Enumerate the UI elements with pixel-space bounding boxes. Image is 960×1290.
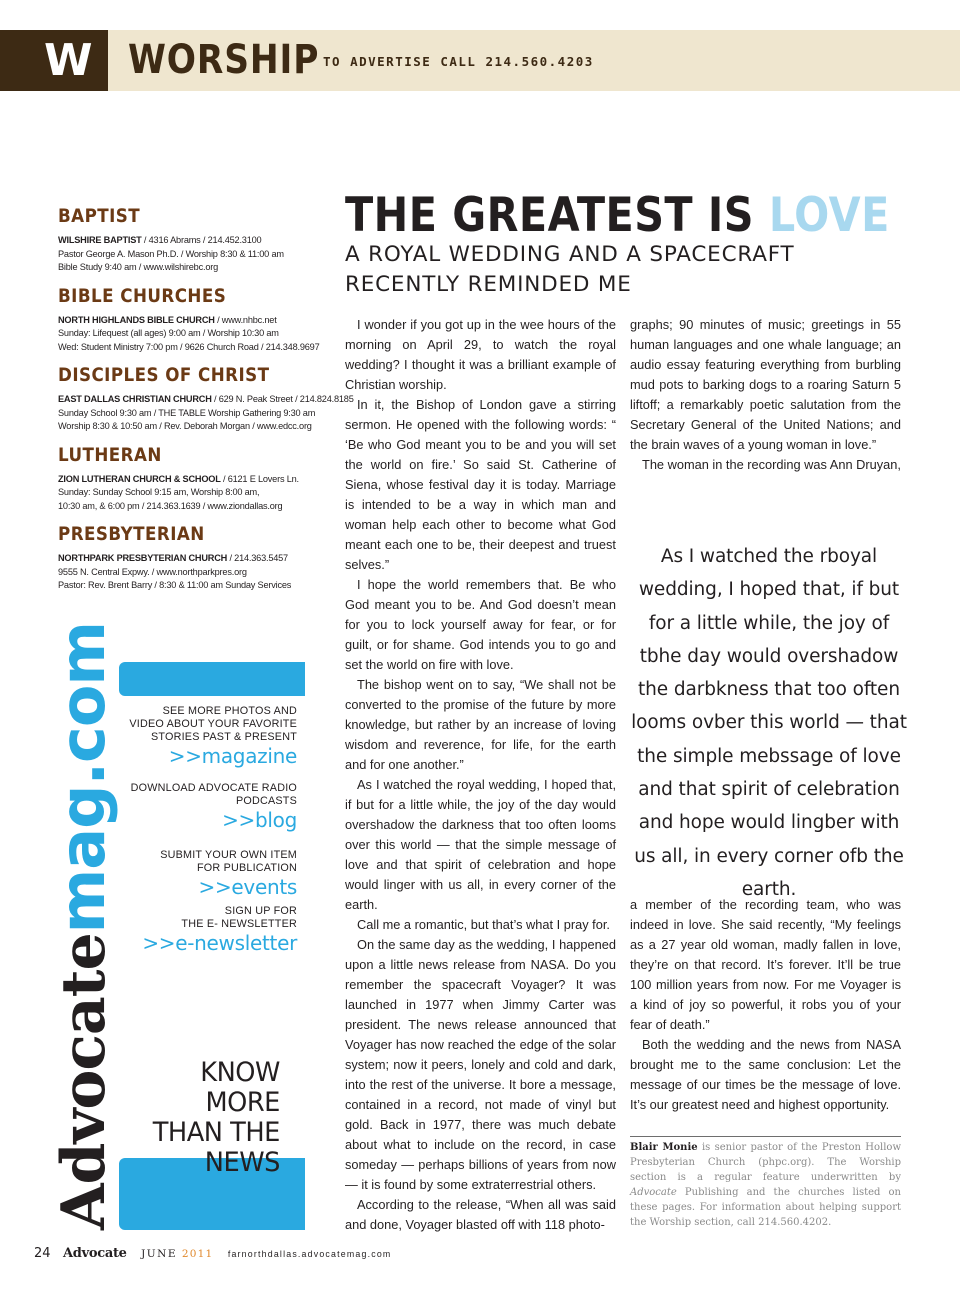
church-details: / 4316 Abrams / 214.452.3100 <box>141 235 262 245</box>
church-details: Wed: Student Ministry 7:00 pm / 9626 Church Road / 214.348.9697 <box>58 341 320 352</box>
section-header <box>0 30 960 91</box>
church-name: WILSHIRE BAPTIST <box>58 235 142 245</box>
church-details: 10:30 am, & 6:00 pm / 214.363.1639 / www.ziondallas.org <box>58 500 283 511</box>
church-entry-line <box>58 486 343 500</box>
church-entry-line <box>58 420 343 434</box>
church-entry-line <box>58 500 343 514</box>
promo-text: DOWNLOAD ADVOCATE RADIO <box>130 782 297 794</box>
promo-magazine[interactable] <box>129 705 297 768</box>
church-details: 9555 N. Central Expwy. / www.northparkpres.org <box>58 566 247 577</box>
article-headline <box>345 188 890 243</box>
advocatemag-logo[interactable] <box>46 621 119 1230</box>
church-entry-line <box>58 248 343 262</box>
church-details: Bible Study 9:40 am / www.wilshirebc.org <box>58 262 218 272</box>
article-paragraph: I hope the world remembers that. Be who God meant you to be. And God doesn’t mean for you to lock yourself away for fear, or for guilt, or for shame. God intends you to go and set the world on fire with love. <box>345 577 616 672</box>
church-entry-line <box>58 261 343 275</box>
promo-blog[interactable] <box>131 782 297 832</box>
directory-section <box>58 285 343 355</box>
tagline-line: NEWS <box>204 1147 280 1178</box>
article-paragraph: As I watched the royal wedding, I hoped that, if but for a little while, the joy of the day would overshadow the darkness that too often looms over this world — that the simple message of love and that spirit of celebration and hope would linger with us all, in every corner of the earth. <box>345 777 616 912</box>
church-details: Sunday: Sunday School 9:15 am, Worship 8:00 am, <box>58 487 260 497</box>
promo-text: SEE MORE PHOTOS AND <box>162 705 297 717</box>
article-column-1 <box>345 315 616 1235</box>
article-deck: A ROYAL WEDDING AND A SPACECRAFT RECENTLY REMINDED ME <box>345 242 795 297</box>
headline-main: THE GREATEST IS <box>345 188 769 243</box>
promo-text: SUBMIT YOUR OWN ITEM <box>160 849 297 861</box>
footer-url[interactable]: farnorthdallas.advocatemag.com <box>227 1249 392 1259</box>
article-paragraph: graphs; 90 minutes of music; greetings in 55 human languages and one whale language; an audio essay featuring everything from burbling mud pots to barking dogs to a roaring Saturn 5 liftoff; a remarkably poetic salutation from the Secretary General of the United Nations; and the brain waves of a young woman in love.” <box>630 317 901 452</box>
church-entry-line <box>58 566 343 580</box>
article-paragraph: According to the release, “When all was said and done, Voyager blasted off with 118 photo- <box>345 1197 616 1232</box>
church-name: NORTH HIGHLANDS BIBLE CHURCH <box>58 314 215 325</box>
article-paragraph: a member of the recording team, who was indeed in love. She said recently, “My feelings as a 27 year old woman, madly fallen in love, they’re on that record. It’s forever. It’ll be true 100 million years from now. For me Voyager is a kind of joy so powerful, it robs you of your fear of death.” <box>630 897 901 1032</box>
church-details: Pastor George A. Mason Ph.D. / Worship 8:30 & 11:00 am <box>58 248 284 259</box>
church-details: / 629 N. Peak Street / 214.824.8185 <box>211 394 354 404</box>
section-title: WORSHIP <box>128 37 320 83</box>
promo-text: STORIES PAST & PRESENT <box>151 731 297 743</box>
directory-section <box>58 364 354 434</box>
promo-newsletter[interactable] <box>142 905 297 955</box>
directory-section <box>58 523 343 593</box>
church-entry-line <box>58 393 354 407</box>
promo-text: VIDEO ABOUT YOUR FAVORITE <box>129 718 297 730</box>
blue-tab-1 <box>119 662 305 696</box>
page-footer <box>34 1244 391 1262</box>
denomination-heading: PRESBYTERIAN <box>58 523 205 545</box>
footer-brand: Advocate <box>63 1246 127 1261</box>
directory-section <box>58 205 343 275</box>
church-details: Sunday School 9:30 am / THE TABLE Worship Gathering 9:30 am <box>58 407 316 418</box>
church-name: EAST DALLAS CHRISTIAN CHURCH <box>58 394 212 404</box>
church-details: / 214.363.5457 <box>227 553 288 563</box>
church-directory <box>58 205 354 603</box>
author-bio <box>630 1140 901 1230</box>
church-details: / www.nhbc.net <box>214 314 277 325</box>
church-entry-line <box>58 407 343 421</box>
advocate-promo <box>46 621 310 1230</box>
logo-mag-com: mag.com <box>46 621 119 934</box>
church-details: Pastor: Rev. Brent Barry / 8:30 & 11:00 am Sunday Services <box>58 580 292 590</box>
church-details: / 6121 E Lovers Ln. <box>220 473 299 484</box>
denomination-heading: BAPTIST <box>58 205 141 227</box>
events-link[interactable]: >>events <box>198 875 297 899</box>
church-entry-line <box>58 473 343 487</box>
section-letter: W <box>0 30 108 91</box>
footer-month: JUNE <box>141 1248 182 1260</box>
church-entry-line <box>58 341 343 355</box>
article-paragraph: I wonder if you got up in the wee hours of the morning on April 29, to watch the royal wedding? I thought it was a brilliant example of Christian worship. <box>345 317 616 392</box>
article-paragraph: In it, the Bishop of London gave a stirring sermon. He opened with the following words: “ ‘Be who God meant you to be and you will set the world on fire.’ So said St. Catherine of Siena, whose festival day it is today. Marriage is intended to be a way in which man and woman help each other to become what God meant each one to be, their deepest and truest selves.” <box>345 397 616 572</box>
page-number: 24 <box>34 1246 51 1261</box>
article-column-2-top <box>630 315 901 475</box>
footer-year: 2011 <box>181 1248 214 1260</box>
church-name: NORTHPARK PRESBYTERIAN CHURCH <box>58 553 228 563</box>
know-more-tagline <box>153 1058 280 1178</box>
magazine-link[interactable]: >>magazine <box>168 744 297 768</box>
promo-text: SIGN UP FOR <box>224 905 297 917</box>
bio-text-2: Publishing and the churches listed on these pages. For information about helping support the Worship section, call 214.560.4202. <box>630 1187 901 1228</box>
article-column-2-bottom <box>630 895 901 1115</box>
promo-text: PODCASTS <box>236 795 297 807</box>
tagline-line: THAN THE <box>152 1117 280 1148</box>
author-name: Blair Monie <box>630 1142 698 1153</box>
pull-quote: As I watched the rboyal wedding, I hoped that, if but for a little while, the joy of tbhe day would overshadow the darbkness that too often looms ovber this world — that the simple mebssage of love and that spirit of celebration and hope would lingber with us all, in every corner ofb the earth. <box>631 546 907 900</box>
church-entry-line <box>58 234 343 248</box>
church-entry-line <box>58 327 343 341</box>
bio-italic: Advocate <box>630 1187 677 1198</box>
church-name: ZION LUTHERAN CHURCH & SCHOOL <box>58 473 221 484</box>
article-paragraph: On the same day as the wedding, I happened upon a little news release from NASA. Do you remember the spacecraft Voyager? It was launched in 1977 when Jimmy Carter was president. The news release announced that Voyager has now reached the edge of the solar system; now it peers, lonely and cold and dark, into the rest of the universe. It bore a message, contained in a record, not made of vinyl but gold. Back in 1977, there was much debate about what to include on the record, in case someday — perhaps billions of years from now — it is found by some extraterrestrial others. <box>345 937 616 1192</box>
article-paragraph: Call me a romantic, but that’s what I pray for. <box>357 917 610 932</box>
promo-events[interactable] <box>160 849 297 899</box>
bio-divider <box>630 1136 901 1137</box>
article-paragraph: Both the wedding and the news from NASA brought me to the same conclusion: Let the message of our times be the message of love. It’s our greatest need and highest opportunity. <box>630 1037 901 1112</box>
church-entry-line <box>58 579 343 593</box>
promo-text: THE E- NEWSLETTER <box>181 918 297 930</box>
headline-accent: LOVE <box>768 188 890 243</box>
bio-text-1: is senior pastor of the Preston Hollow Presbyterian Church (phpc.org). The Worship section is a regular feature underwritten by <box>630 1142 901 1183</box>
article-paragraph: The bishop went on to say, “We shall not be converted to the promise of the future by more knowledge, but rather by an increase of loving wisdom and reverence, for life, for the earth and for one another.” <box>345 677 616 772</box>
tagline-line: MORE <box>205 1087 280 1118</box>
advertise-line: TO ADVERTISE CALL 214.560.4203 <box>323 54 594 69</box>
church-details: Worship 8:30 & 10:50 am / Rev. Deborah Morgan / www.edcc.org <box>58 421 312 431</box>
church-details: Sunday: Lifequest (all ages) 9:00 am / Worship 10:30 am <box>58 328 279 338</box>
logo-advocate: Advocate <box>49 933 119 1230</box>
directory-section <box>58 444 343 514</box>
denomination-heading: DISCIPLES OF CHRIST <box>58 364 270 386</box>
church-entry-line <box>58 552 343 566</box>
tagline-line: KNOW <box>200 1057 280 1088</box>
church-entry-line <box>58 314 343 328</box>
article-paragraph: The woman in the recording was Ann Druyan, <box>642 457 901 472</box>
blog-link[interactable]: >>blog <box>222 808 297 832</box>
newsletter-link[interactable]: >>e-newsletter <box>142 931 297 955</box>
promo-text: FOR PUBLICATION <box>197 862 297 874</box>
denomination-heading: LUTHERAN <box>58 443 162 466</box>
denomination-heading: BIBLE CHURCHES <box>58 284 227 307</box>
